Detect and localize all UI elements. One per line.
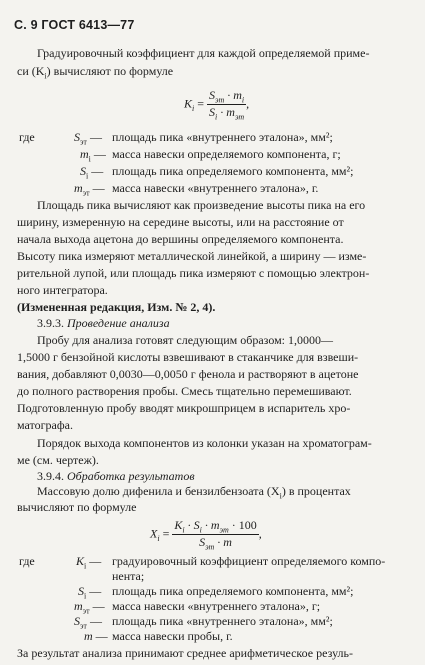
page-header: С. 9 ГОСТ 6413—77 <box>14 18 135 32</box>
document-page: С. 9 ГОСТ 6413—77 Градуировочный коэффициент для каждой определяемой приме- си $(K_i)$ вычисляют по формуле $K_i$ = $\frac{S_{эт} \cdot m_i}{S_i \cdot m_{эт}}$ , где $S_{эт}$ — площадь пика «внутреннего эталона», мм²; $m_i$ — масса навески определяемого компонента, г; $S_i$ — площадь пика определяемого компонента, мм²; $m_{эт}$ — масса навески «внутреннего эталона», г. Площадь пика вычисляют как произведение высоты пика на его ширину, измеренную на середине высоты, или на расстояние от начала выхода ацетона до вершины определяемого компонента. Высоту пика измеряют металлической линейкой, а ширину — изме- рительной лупой, или площадь пика измеряют с помощью электрон- ного интегратора. (Измененная редакция, Изм. № 2, 4). 3.9.3. Проведение анализа Пробу для анализа готовят следующим образом: 1,0000— 1,5000 г бензойной кислоты взвешивают в стаканчике для взвеши- вания, добавляют 0,0030—0,0050 г фенола и растворяют в ацетоне до полного растворения пробы. Смесь тщательно перемешивают. Подготовленную пробу вводят микрошприцем в испаритель хро- матографа. Порядок выхода компонентов из колонки указан на хроматограм- ме (см. чертеж). 3.9.4. Обработка результатов Массовую долю дифенила и бензилбензоата $(X_i)$ в процентах вычисляют по формуле $X_i$ = $\frac{K_i \cdot S_i \cdot m_{эт} \cdot 100}{S_{эт} \cdot m}$ , где $K_i$ — градуировочный коэффициент определяемого компо- нента; $S_i$ — площадь пика определяемого компонента, мм²; $m_{эт}$ — масса навески «внутреннего эталона», г; $S_{эт}$ — площадь пика «внутреннего эталона», мм²; m — масса навески пробы, г. За результат анализа принимают среднее арифметическое резуль- <box>14 18 386 660</box>
formula-k: $K_i$ = $\frac{S_{эт} \cdot m_i}{S_i \cdot m_{эт}}$ , <box>184 88 250 122</box>
formula-x: $X_i$ = $\frac{K_i \cdot S_i \cdot m_{эт} \cdot 100}{S_{эт} \cdot m}$ , <box>150 518 262 552</box>
